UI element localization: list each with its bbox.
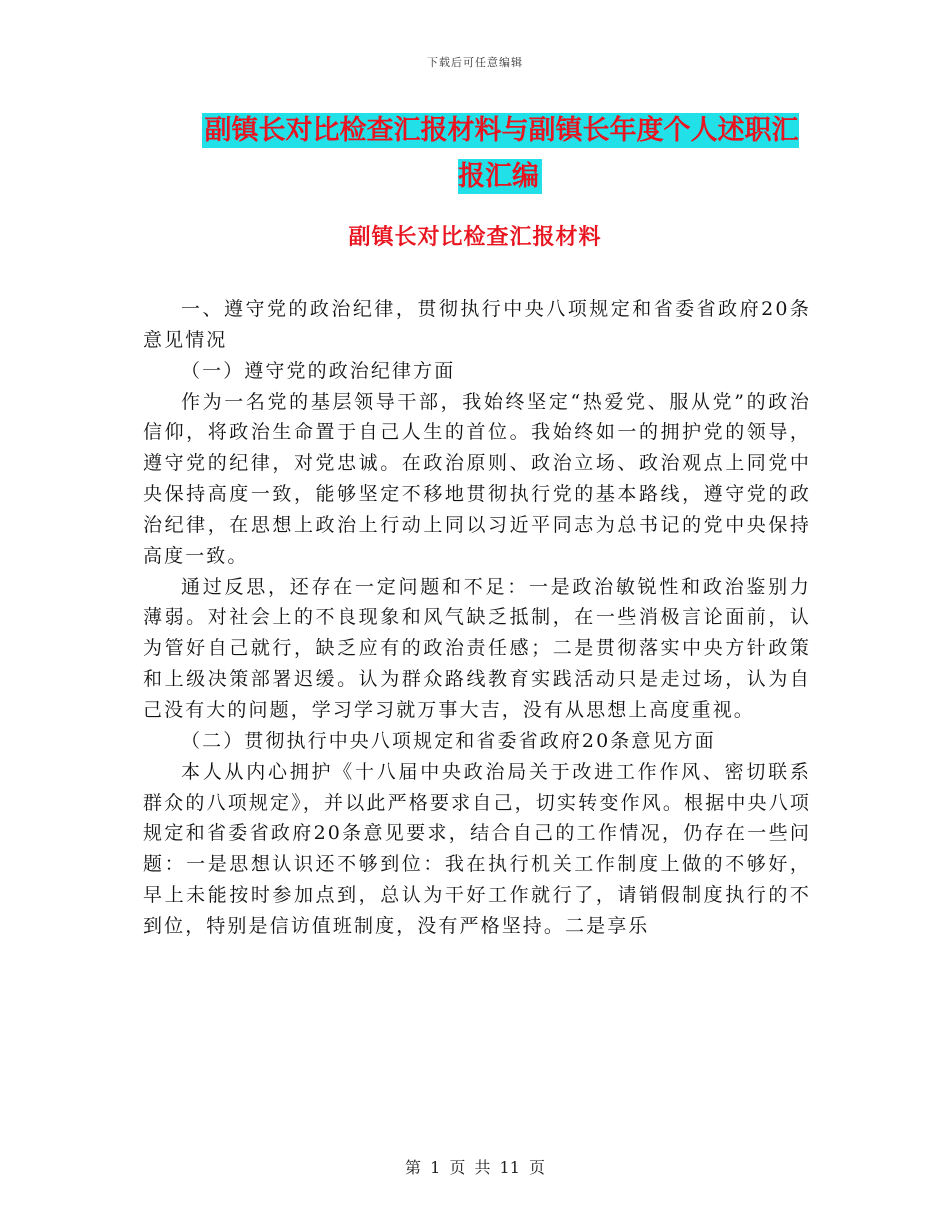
page-header-note: 下载后可任意编辑 (427, 56, 523, 69)
page-footer-number: 第 1 页 共 11 页 (405, 1158, 545, 1177)
document-body (143, 294, 811, 942)
paragraph-subheading-1: （一）遵守党的政治纪律方面 (181, 359, 456, 382)
paragraph-body-1: 作为一名党的基层领导干部，我始终坚定“热爱党、服从党”的政治信仰，将政治生命置于自己人生的首位。我始终如一的拥护党的领导，遵守党的纪律，对党忠诚。在政治原则、政治立场、政治观点上同党中央保持高度一致，能够坚定不移地贯彻执行党的基本路线，遵守党的政治纪律，在思想上政治上行动上同以习近平同志为总书记的党中央保持高度一致。 (143, 390, 811, 567)
paragraph-body-2: 通过反思，还存在一定问题和不足：一是政治敏锐性和政治鉴别力薄弱。对社会上的不良现象和风气缺乏抵制，在一些消极言论面前，认为管好自己就行，缺乏应有的政治责任感；二是贯彻落实中央方针政策和上级决策部署迟缓。认为群众路线教育实践活动只是走过场，认为自己没有大的问题，学习学习就万事大吉，没有从思想上高度重视。 (143, 575, 811, 721)
paragraph-heading-1: 一、遵守党的政治纪律，贯彻执行中央八项规定和省委省政府20条意见情况 (143, 298, 811, 351)
document-title-text: 副镇长对比检查汇报材料与副镇长年度个人述职汇报汇编 (202, 113, 799, 194)
paragraph-body-3: 本人从内心拥护《十八届中央政治局关于改进工作作风、密切联系群众的八项规定》，并以此严格要求自己，切实转变作风。根据中央八项规定和省委省政府20条意见要求，结合自己的工作情况，仍存在一些问题：一是思想认识还不够到位：我在执行机关工作制度上做的不够好，早上未能按时参加点到，总认为干好工作就行了，请销假制度执行的不到位，特别是信访值班制度，没有严格坚持。二是享乐 (143, 760, 811, 937)
paragraph-subheading-2: （二）贯彻执行中央八项规定和省委省政府20条意见方面 (181, 729, 716, 752)
document-title (190, 108, 810, 200)
section-title: 副镇长对比检查汇报材料 (348, 224, 602, 250)
